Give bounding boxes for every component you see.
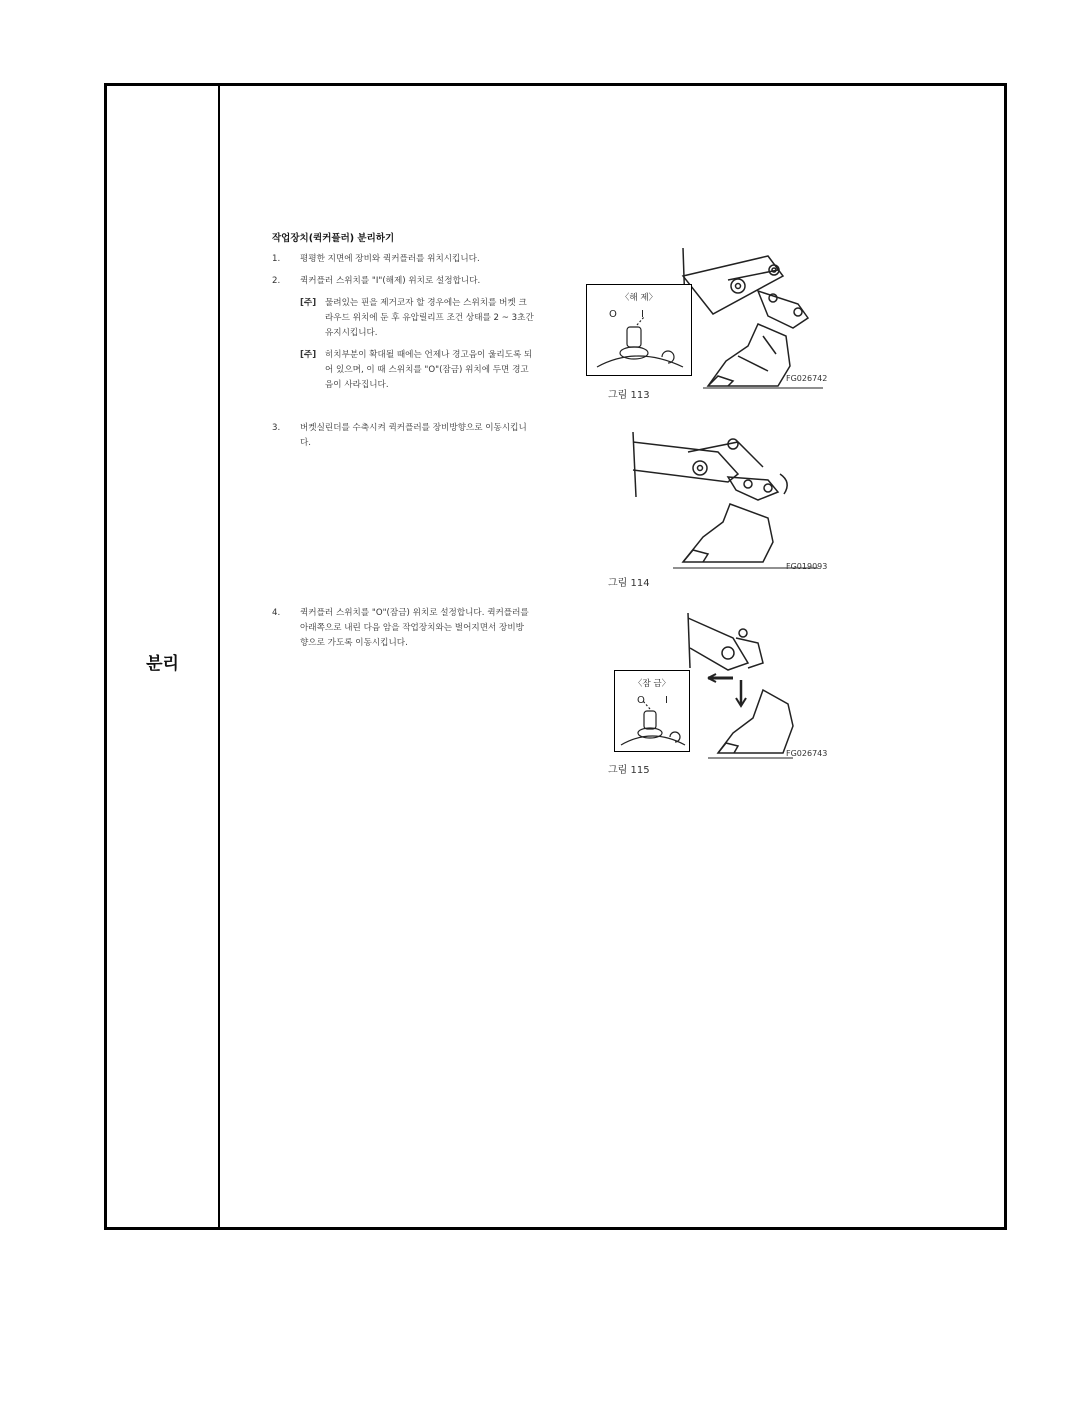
step-text: 평평한 지면에 장비와 퀵커플러를 위치시킵니다. bbox=[300, 254, 480, 264]
inset-o-label: O bbox=[637, 695, 645, 706]
step-text bbox=[300, 421, 527, 451]
figure-code: FG026742 bbox=[786, 374, 828, 383]
switch-inset bbox=[586, 284, 692, 376]
note-text bbox=[325, 296, 534, 341]
step-number: 1. bbox=[272, 254, 281, 264]
inset-title: 〈해 제〉 bbox=[620, 293, 658, 303]
figure-caption: 그림 113 bbox=[608, 390, 650, 401]
note-2 bbox=[300, 348, 595, 398]
section-title: 작업장치(퀵커플러) 분리하기 bbox=[272, 233, 395, 244]
note-line: 라우드 위치에 둔 후 유압릴리프 조건 상태를 2 ~ 3초간 bbox=[325, 313, 534, 323]
figure-113 bbox=[608, 236, 838, 406]
note-line: 음이 사라집니다. bbox=[325, 380, 389, 390]
switch-inset bbox=[614, 670, 690, 752]
step-line: 버켓실린더를 수축시켜 퀵커플러를 장비방향으로 이동시킵니 bbox=[300, 423, 527, 433]
step-4 bbox=[272, 606, 602, 654]
step-number: 2. bbox=[272, 276, 281, 286]
figure-caption: 그림 115 bbox=[608, 765, 650, 776]
inset-i-label: I bbox=[641, 309, 644, 320]
side-label: 분리 bbox=[146, 654, 179, 674]
figure-caption: 그림 114 bbox=[608, 578, 650, 589]
step-text: 퀵커플러 스위치를 "I"(해제) 위치로 설정합니다. bbox=[300, 276, 481, 286]
step-line: 퀵커플러 스위치를 "O"(잠금) 위치로 설정합니다. 퀵커플러를 bbox=[300, 608, 529, 618]
note-mark: [주] bbox=[300, 350, 317, 360]
toggle-switch-icon bbox=[615, 671, 689, 751]
note-line: 유지시킵니다. bbox=[325, 328, 378, 338]
inset-i-label: I bbox=[665, 695, 668, 706]
step-number: 4. bbox=[272, 608, 281, 618]
note-line: 히치부분이 확대될 때에는 언제나 경고음이 울리도록 되 bbox=[325, 350, 533, 360]
figure-code: FG026743 bbox=[786, 749, 828, 758]
note-line: 어 있으며, 이 때 스위치를 "O"(잠금) 위치에 두면 경고 bbox=[325, 365, 529, 375]
note-line: 물려있는 핀을 제거코자 할 경우에는 스위치를 버켓 크 bbox=[325, 298, 527, 308]
toggle-switch-icon bbox=[587, 285, 691, 375]
step-line: 아래쪽으로 내린 다음 암을 작업장치와는 벌어지면서 장비방 bbox=[300, 623, 524, 633]
note-mark: [주] bbox=[300, 298, 317, 308]
figure-code: FG019093 bbox=[786, 562, 828, 571]
step-number: 3. bbox=[272, 423, 281, 433]
step-line: 다. bbox=[300, 438, 312, 448]
note-text bbox=[325, 348, 532, 393]
inset-o-label: O bbox=[609, 309, 617, 320]
excavator-arm-illustration bbox=[608, 422, 838, 572]
figure-115 bbox=[608, 608, 838, 778]
inset-title: 〈잠 금〉 bbox=[633, 679, 671, 689]
figure-114 bbox=[608, 422, 838, 592]
step-line: 향으로 가도록 이동시킵니다. bbox=[300, 638, 408, 648]
note-1 bbox=[300, 296, 595, 346]
step-text bbox=[300, 606, 529, 651]
step-3 bbox=[272, 421, 602, 453]
